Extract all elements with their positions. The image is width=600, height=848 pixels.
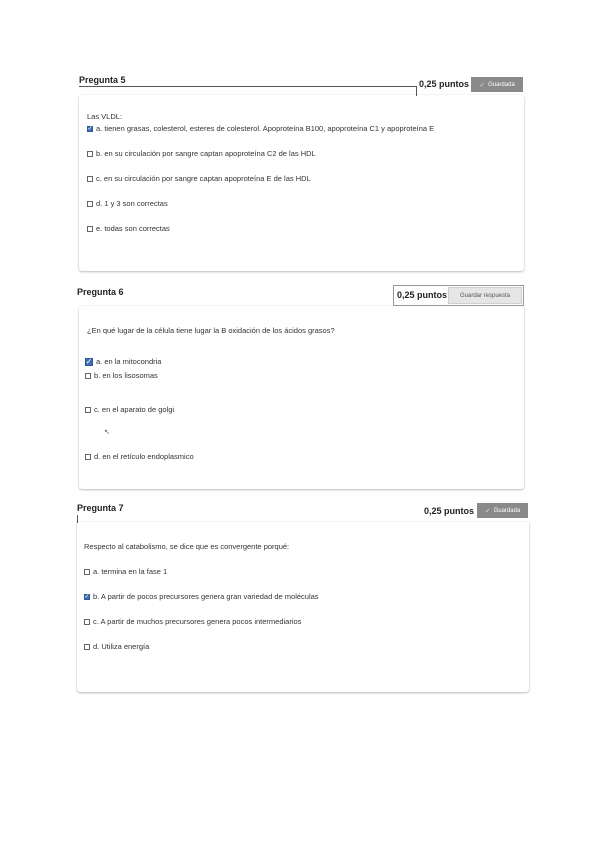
option-label: a. tienen grasas, colesterol, esteres de colesterol. Apoproteína B100, apoproteína C1 y apoproteína E: [96, 124, 435, 133]
question-card-5: [79, 95, 524, 271]
option-label: b. A partir de pocos precursores genera gran variedad de moléculas: [93, 592, 319, 601]
answer-option-c[interactable]: [85, 405, 174, 414]
title-divider: [79, 86, 416, 87]
checkbox[interactable]: [85, 373, 91, 379]
option-label: c. A partir de muchos precursores genera pocos intermediarios: [93, 617, 302, 626]
check-icon: ✓: [479, 81, 486, 89]
checkbox[interactable]: [87, 226, 93, 232]
question-text: Respecto al catabolismo, se dice que es convergente porqué:: [84, 542, 290, 551]
checkbox[interactable]: [84, 644, 90, 650]
status-label: Guardar respuesta: [459, 292, 511, 299]
status-label: Guardada: [488, 81, 515, 88]
question-points: 0,25 puntos: [424, 506, 475, 516]
answer-option-b[interactable]: [84, 592, 319, 601]
answer-option-a[interactable]: [87, 124, 434, 133]
answer-option-b[interactable]: [85, 371, 158, 380]
question-text: Las VLDL:: [87, 112, 123, 121]
answer-option-c[interactable]: [84, 617, 301, 626]
checkbox[interactable]: [87, 151, 93, 157]
option-label: b. en su circulación por sangre captan apoproteína C2 de las HDL: [96, 149, 316, 158]
question-title: Pregunta 5: [79, 75, 126, 85]
option-label: d. en el retículo endoplasmico: [94, 452, 194, 461]
checkbox[interactable]: [85, 454, 91, 460]
option-label: c. en el aparato de golgi: [94, 405, 175, 414]
saved-status-button[interactable]: [477, 503, 528, 518]
option-label: e. todas son correctas: [96, 224, 170, 233]
answer-option-a[interactable]: [84, 567, 167, 576]
title-divider: [416, 86, 417, 96]
option-label: d. 1 y 3 son correctas: [96, 199, 168, 208]
option-label: b. en los lisosomas: [94, 371, 158, 380]
question-text: ¿En qué lugar de la célula tiene lugar la B oxidación de los ácidos grasos?: [87, 326, 335, 335]
answer-option-b[interactable]: [87, 149, 316, 158]
save-answer-button[interactable]: [448, 287, 522, 304]
question-title: Pregunta 7: [77, 503, 124, 513]
option-label: a. en la mitocondria: [96, 357, 162, 366]
checkbox[interactable]: [84, 569, 90, 575]
answer-option-a[interactable]: [85, 357, 161, 366]
answer-option-d[interactable]: [87, 199, 168, 208]
answer-option-e[interactable]: [87, 224, 170, 233]
checkbox[interactable]: [87, 201, 93, 207]
option-label: a. termina en la fase 1: [93, 567, 168, 576]
saved-status-button[interactable]: [471, 77, 523, 92]
option-label: d. Utiliza energía: [93, 642, 150, 651]
answer-option-d[interactable]: [85, 452, 194, 461]
checkbox-checked[interactable]: [87, 126, 93, 132]
title-divider: [77, 515, 78, 523]
checkbox[interactable]: [85, 407, 91, 413]
check-icon: ✓: [484, 507, 491, 515]
cursor-icon: ↖: [104, 429, 110, 436]
option-label: c. en su circulación por sangre captan apoproteína E de las HDL: [96, 174, 311, 183]
question-points: 0,25 puntos: [397, 290, 448, 300]
checkbox-checked[interactable]: [84, 594, 90, 600]
status-label: Guardada: [493, 507, 521, 514]
checkbox[interactable]: [84, 619, 90, 625]
checkbox-checked[interactable]: [85, 358, 93, 366]
checkbox[interactable]: [87, 176, 93, 182]
question-points: 0,25 puntos: [419, 79, 470, 89]
answer-option-d[interactable]: [84, 642, 149, 651]
question-title: Pregunta 6: [77, 287, 124, 297]
answer-option-c[interactable]: [87, 174, 311, 183]
